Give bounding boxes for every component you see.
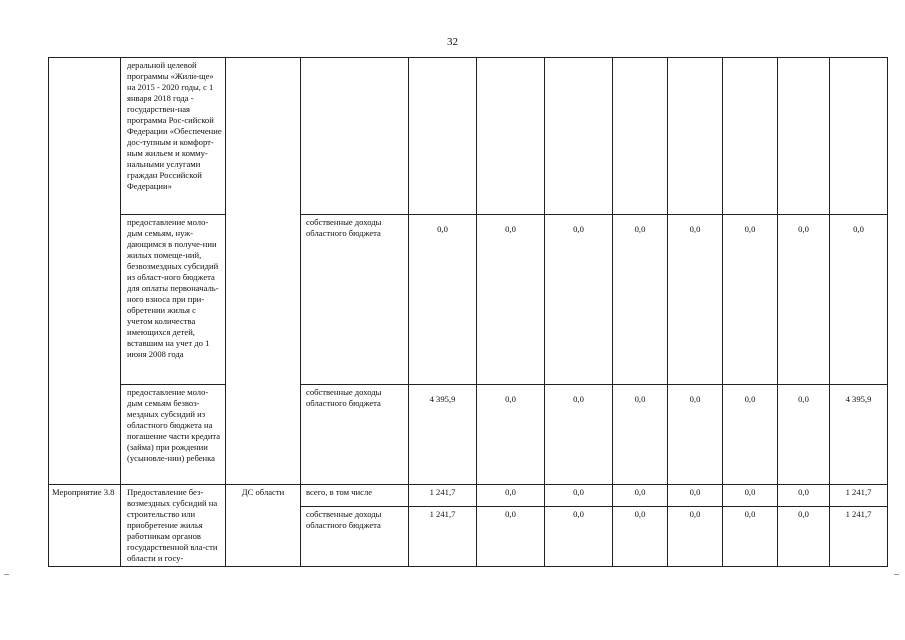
value-cell: 0,0 — [477, 506, 545, 566]
value-cell: 0,0 — [778, 506, 830, 566]
source-cell — [301, 58, 409, 215]
value-cell: 0,0 — [723, 215, 778, 385]
value-cell — [778, 58, 830, 215]
value-cell: 1 241,7 — [409, 485, 477, 507]
scan-mark — [4, 574, 9, 575]
value-cell: 0,0 — [668, 215, 723, 385]
value-cell: 0,0 — [477, 385, 545, 485]
executor-cell — [226, 58, 301, 485]
value-cell: 0,0 — [668, 485, 723, 507]
table-row — [49, 58, 888, 215]
event-label-cell — [49, 58, 121, 485]
value-cell — [613, 58, 668, 215]
value-cell: 0,0 — [545, 485, 613, 507]
event-description-cell: Предоставление без-возмездных субсидий на строительство или приобретение жилья работникам органов государственной вла-сти области и госу- — [121, 485, 226, 567]
value-cell — [477, 58, 545, 215]
source-cell: собственные доходы областного бюджета — [301, 215, 409, 385]
value-cell: 0,0 — [545, 385, 613, 485]
table-row — [49, 215, 888, 385]
value-cell — [723, 58, 778, 215]
value-cell: 0,0 — [668, 385, 723, 485]
value-cell: 0,0 — [778, 385, 830, 485]
value-cell: 0,0 — [613, 485, 668, 507]
value-cell: 1 241,7 — [409, 506, 477, 566]
value-cell: 0,0 — [477, 215, 545, 385]
value-cell: 0,0 — [545, 215, 613, 385]
value-cell: 0,0 — [723, 385, 778, 485]
source-cell: собственные доходы областного бюджета — [301, 506, 409, 566]
value-cell: 0,0 — [830, 215, 888, 385]
value-cell — [668, 58, 723, 215]
table-row — [49, 385, 888, 485]
event-label-cell: Мероприятие 3.8 — [49, 485, 121, 567]
table-row — [49, 485, 888, 507]
description-cell: предоставление моло-дым семьям безвоз-мездных субсидий из областного бюджета на погашение части кредита (займа) при рождении (усыновле-нии) ребенка — [121, 385, 226, 485]
value-cell: 0,0 — [613, 215, 668, 385]
value-cell: 0,0 — [477, 485, 545, 507]
value-cell: 4 395,9 — [830, 385, 888, 485]
source-cell: всего, в том числе — [301, 485, 409, 507]
scan-mark — [894, 574, 899, 575]
page-number: 32 — [447, 36, 458, 48]
description-cell: деральной целевой программы «Жили-ще» на 2015 - 2020 годы, с 1 января 2018 года - государствен-ная программа Рос-сийской Федерации «Обеспечение дос-тупным и комфорт-ным жильем и комму-нальными услугами граждан Российской Федерации» — [121, 58, 226, 215]
value-cell: 4 395,9 — [409, 385, 477, 485]
value-cell: 0,0 — [409, 215, 477, 385]
value-cell: 0,0 — [778, 485, 830, 507]
value-cell: 0,0 — [668, 506, 723, 566]
source-cell: собственные доходы областного бюджета — [301, 385, 409, 485]
value-cell: 0,0 — [613, 506, 668, 566]
value-cell: 0,0 — [723, 485, 778, 507]
value-cell — [545, 58, 613, 215]
value-cell — [409, 58, 477, 215]
value-cell: 0,0 — [723, 506, 778, 566]
value-cell: 0,0 — [613, 385, 668, 485]
description-cell: предоставление моло-дым семьям, нуж-дающимся в получе-нии жилых помеще-ний, безвозмездных субсидий из област-ного бюджета для оплаты первоначаль-ного взноса при при-обретении жилья с учетом количества имеющихся детей, вставшим на учет до 1 июня 2008 года — [121, 215, 226, 385]
value-cell — [830, 58, 888, 215]
executor-cell: ДС области — [226, 485, 301, 567]
value-cell: 1 241,7 — [830, 485, 888, 507]
budget-table — [48, 57, 888, 567]
value-cell: 0,0 — [778, 215, 830, 385]
value-cell: 0,0 — [545, 506, 613, 566]
value-cell: 1 241,7 — [830, 506, 888, 566]
